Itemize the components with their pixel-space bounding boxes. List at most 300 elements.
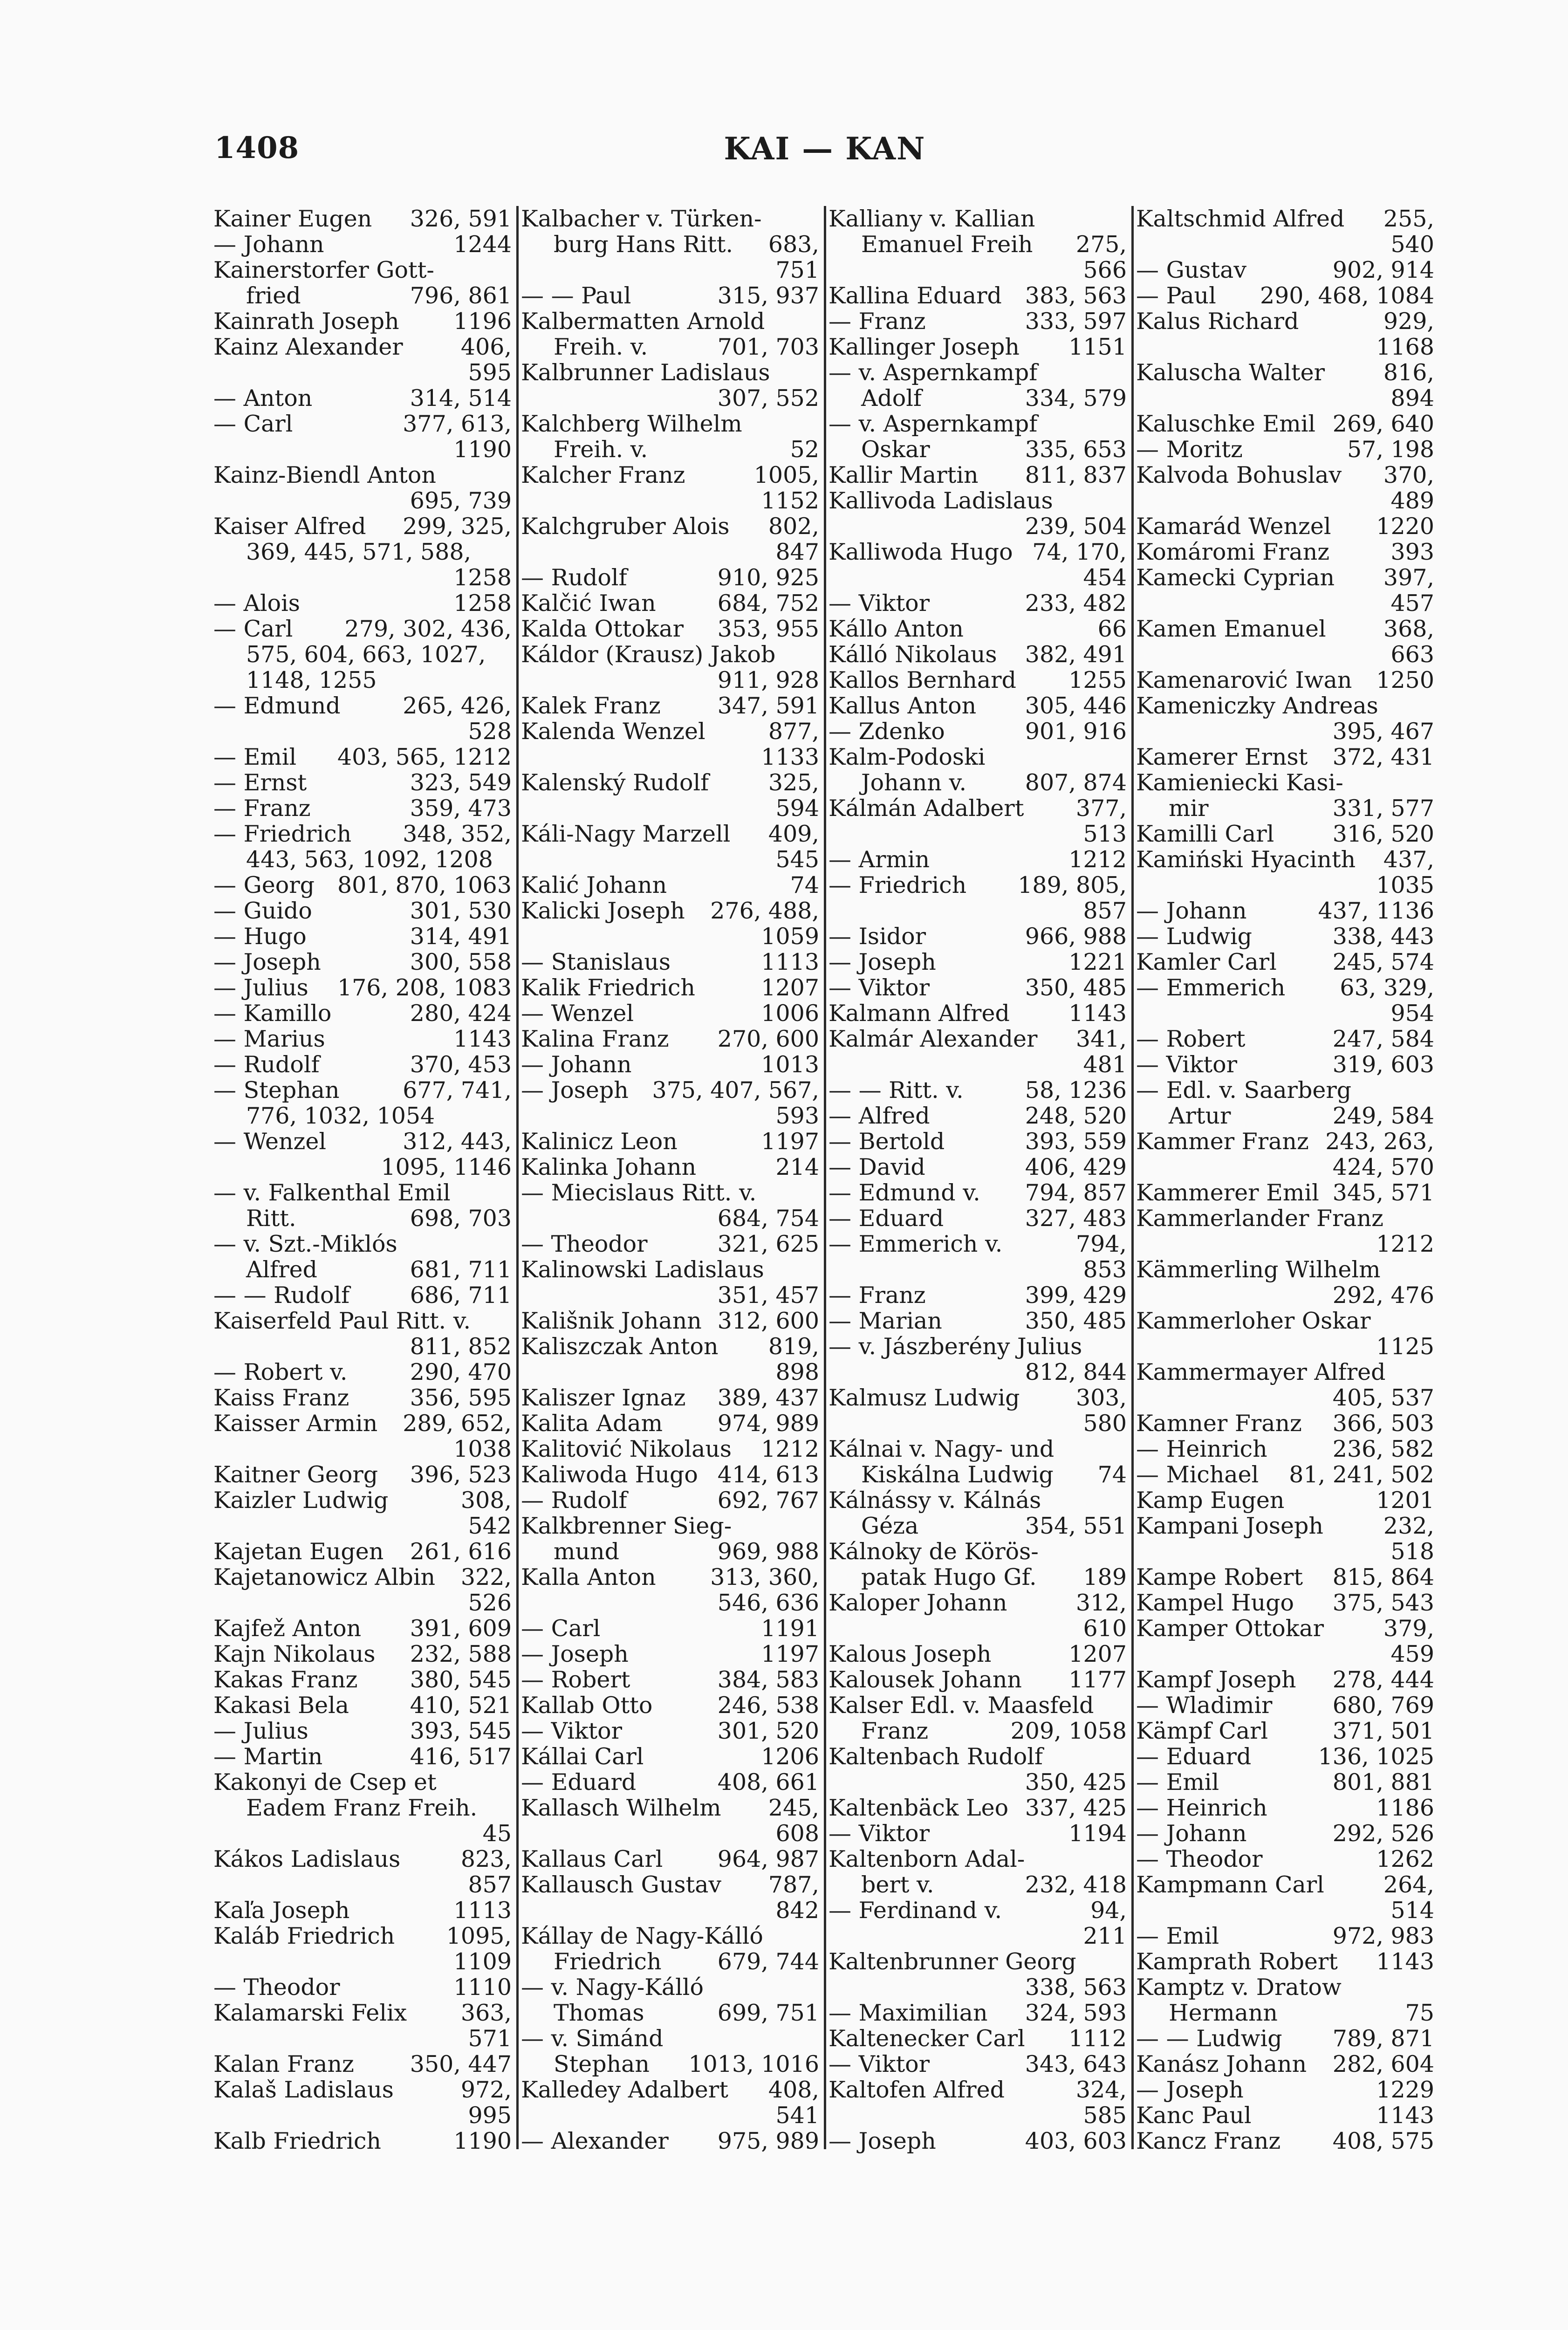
entry-name: Kaľa Joseph — [213, 1898, 350, 1923]
entry-pages: 594 — [775, 795, 819, 821]
entry-name: Kállai Carl — [521, 1744, 644, 1769]
entry-name: Kálnai v. Nagy- und — [829, 1436, 1054, 1462]
index-entry — [829, 1282, 1127, 1308]
entry-name: Hermann — [1169, 2000, 1278, 2026]
entry-pages: 66 — [1097, 616, 1127, 642]
index-entry — [1136, 2026, 1434, 2051]
entry-pages: 842 — [775, 1898, 819, 1923]
entry-pages: 819, — [768, 1334, 819, 1359]
index-entry — [829, 1846, 1127, 1872]
index-entry — [521, 1308, 819, 1334]
entry-name: Kajetan Eugen — [213, 1539, 384, 1564]
index-entry — [1136, 949, 1434, 975]
index-entry — [1136, 1001, 1434, 1026]
index-entry — [829, 1462, 1127, 1487]
entry-name: Kammer Franz — [1136, 1129, 1309, 1154]
entry-name: Kamieniecki Kasi- — [1136, 770, 1343, 795]
entry-pages: 75 — [1405, 2000, 1434, 2026]
entry-pages: 686, 711 — [410, 1282, 512, 1308]
entry-pages: 393, 545 — [410, 1718, 512, 1744]
entry-name: Kiskálna Ludwig — [861, 1462, 1054, 1487]
entry-pages — [1428, 1974, 1434, 2000]
entry-pages — [1120, 1487, 1127, 1513]
entry-pages: 379, — [1383, 1616, 1434, 1641]
entry-name: — Edl. v. Saarberg — [1136, 1077, 1352, 1103]
index-entry — [1136, 2103, 1434, 2128]
entry-pages: 406, 429 — [1025, 1154, 1127, 1180]
entry-name: Kallina Eduard — [829, 283, 1002, 308]
entry-pages: 405, 537 — [1332, 1385, 1434, 1411]
index-entry — [1136, 514, 1434, 539]
entry-name: 369, 445, 571, 588, — [246, 539, 472, 565]
index-entry — [213, 1949, 512, 1974]
index-entry — [521, 1898, 819, 1923]
index-entry — [829, 744, 1127, 770]
entry-name: — Carl — [213, 411, 293, 437]
entry-name: Kamilli Carl — [1136, 821, 1274, 847]
entry-name: Kaltenbäck Leo — [829, 1795, 1009, 1821]
entry-name: — Joseph — [213, 949, 321, 975]
entry-name: — Kamillo — [213, 1001, 332, 1026]
entry-name: 443, 563, 1092, 1208 — [246, 847, 493, 872]
index-entry — [521, 360, 819, 385]
entry-name: mund — [554, 1539, 619, 1564]
entry-pages: 372, 431 — [1332, 744, 1434, 770]
entry-pages: 269, 640 — [1332, 411, 1434, 437]
index-entry — [829, 2103, 1127, 2128]
entry-pages — [1120, 1744, 1127, 1769]
entry-name: Kammermayer Alfred — [1136, 1359, 1386, 1385]
entry-pages: 853 — [1083, 1257, 1127, 1282]
entry-name: — Joseph — [521, 1077, 629, 1103]
entry-name: Kalinicz Leon — [521, 1129, 678, 1154]
entry-name: Kallir Martin — [829, 462, 979, 488]
index-entry — [1136, 924, 1434, 949]
entry-pages: 546, 636 — [717, 1590, 819, 1616]
entry-pages: 377, — [1075, 795, 1127, 821]
index-entry — [213, 206, 512, 232]
entry-pages: 232, — [1383, 1513, 1434, 1539]
entry-pages: 57, 198 — [1347, 437, 1434, 462]
entry-pages: 1006 — [761, 1001, 819, 1026]
index-entry — [213, 1872, 512, 1898]
entry-pages: 1190 — [453, 437, 512, 462]
entry-pages: 877, — [768, 719, 819, 744]
entry-pages: 894 — [1390, 385, 1434, 411]
entry-pages: 371, 501 — [1332, 1718, 1434, 1744]
index-entry — [1136, 1949, 1434, 1974]
index-entry — [1136, 1769, 1434, 1795]
entry-pages — [1120, 1949, 1127, 1974]
entry-pages: 368, — [1383, 616, 1434, 642]
entry-name: 575, 604, 663, 1027, — [246, 642, 486, 667]
entry-name: Freih. v. — [554, 437, 648, 462]
entry-name: Kaliszer Ignaz — [521, 1385, 686, 1411]
entry-name: Kalamarski Felix — [213, 2000, 407, 2026]
entry-name: Alfred — [246, 1257, 317, 1282]
index-entry — [1136, 590, 1434, 616]
index-entry — [213, 1795, 512, 1821]
index-entry — [213, 2026, 512, 2051]
entry-pages: 334, 579 — [1025, 385, 1127, 411]
entry-pages: 408, 575 — [1332, 2128, 1434, 2154]
entry-name: — Alexander — [521, 2128, 669, 2154]
index-entry — [521, 1257, 819, 1282]
index-entry — [1136, 1257, 1434, 1282]
entry-pages: 1201 — [1376, 1487, 1434, 1513]
index-entry — [213, 744, 512, 770]
entry-name: — Hugo — [213, 924, 307, 949]
index-entry — [521, 539, 819, 565]
entry-name: — v. Aspernkampf — [829, 360, 1038, 385]
entry-pages: 815, 864 — [1332, 1564, 1434, 1590]
index-entry — [213, 257, 512, 283]
index-entry — [1136, 1487, 1434, 1513]
index-entry — [1136, 2000, 1434, 2026]
entry-name: Kamerer Ernst — [1136, 744, 1308, 770]
entry-name: Kalchberg Wilhelm — [521, 411, 742, 437]
entry-name: — v. Falkenthal Emil — [213, 1180, 451, 1206]
entry-pages: 751 — [775, 257, 819, 283]
index-entry — [213, 719, 512, 744]
index-entry — [521, 1513, 819, 1539]
entry-name: Kallivoda Ladislaus — [829, 488, 1053, 514]
entry-name: Kalinka Johann — [521, 1154, 697, 1180]
index-entry — [213, 1693, 512, 1718]
entry-pages: 902, 914 — [1332, 257, 1434, 283]
index-entry — [1136, 1564, 1434, 1590]
index-entry — [521, 437, 819, 462]
entry-name: 776, 1032, 1054 — [246, 1103, 435, 1129]
entry-name: — Guido — [213, 898, 312, 924]
entry-pages: 1190 — [453, 2128, 512, 2154]
entry-name: Kallasch Wilhelm — [521, 1795, 721, 1821]
entry-pages: 356, 595 — [410, 1385, 512, 1411]
entry-pages: 1207 — [761, 975, 819, 1001]
entry-name: Kalm-Podoski — [829, 744, 986, 770]
entry-pages: 489 — [1390, 488, 1434, 514]
index-column-1 — [213, 206, 512, 2154]
entry-name: Kalita Adam — [521, 1411, 663, 1436]
index-entry — [1136, 437, 1434, 462]
entry-name: patak Hugo Gf. — [861, 1564, 1037, 1590]
index-entry — [1136, 1513, 1434, 1539]
entry-pages: 350, 485 — [1025, 975, 1127, 1001]
entry-name: Kalliwoda Hugo — [829, 539, 1013, 565]
entry-name: — Eduard — [1136, 1744, 1252, 1769]
entry-pages: 409, — [768, 821, 819, 847]
entry-name: Freih. v. — [554, 334, 648, 360]
entry-name: — Martin — [213, 1744, 323, 1769]
index-entry — [213, 642, 512, 667]
index-entry — [829, 1231, 1127, 1257]
entry-name: Kalliany v. Kallian — [829, 206, 1035, 232]
index-entry — [829, 1821, 1127, 1846]
entry-pages: 1013 — [761, 1052, 819, 1077]
entry-pages: 1196 — [453, 308, 512, 334]
entry-pages: 389, 437 — [717, 1385, 819, 1411]
entry-pages: 308, — [460, 1487, 512, 1513]
entry-name: Kalbermatten Arnold — [521, 308, 765, 334]
entry-name: Kalitović Nikolaus — [521, 1436, 732, 1462]
entry-pages: 1197 — [761, 1641, 819, 1667]
index-entry — [1136, 872, 1434, 898]
index-entry — [213, 1744, 512, 1769]
entry-name: Kákos Ladislaus — [213, 1846, 401, 1872]
index-entry — [521, 1718, 819, 1744]
index-entry — [829, 1795, 1127, 1821]
index-entry — [829, 1308, 1127, 1334]
entry-name: — v. Jászberény Julius — [829, 1334, 1082, 1359]
entry-pages — [1428, 1359, 1434, 1385]
entry-name: Kalla Anton — [521, 1564, 656, 1590]
index-entry — [521, 847, 819, 872]
index-entry — [213, 1718, 512, 1744]
entry-pages: 321, 625 — [717, 1231, 819, 1257]
entry-pages: 542 — [468, 1513, 512, 1539]
entry-pages: 1191 — [761, 1616, 819, 1641]
index-entry — [521, 1001, 819, 1026]
index-entry — [213, 2077, 512, 2103]
entry-pages: 437, — [1383, 847, 1434, 872]
index-entry — [829, 1052, 1127, 1077]
entry-pages — [505, 1795, 512, 1821]
index-entry — [521, 1231, 819, 1257]
entry-name: Géza — [861, 1513, 919, 1539]
entry-pages: 1197 — [761, 1129, 819, 1154]
index-entry — [1136, 1180, 1434, 1206]
entry-pages: 209, 1058 — [1010, 1718, 1127, 1744]
index-entry — [1136, 1795, 1434, 1821]
entry-pages — [1120, 1334, 1127, 1359]
index-entry — [829, 1616, 1127, 1641]
entry-pages: 136, 1025 — [1318, 1744, 1434, 1769]
index-entry — [213, 411, 512, 437]
index-entry — [213, 847, 512, 872]
entry-pages: 593 — [775, 1103, 819, 1129]
entry-name: Kampf Joseph — [1136, 1667, 1296, 1693]
entry-pages: 518 — [1390, 1539, 1434, 1564]
entry-pages: 345, 571 — [1332, 1180, 1434, 1206]
entry-pages: 801, 881 — [1332, 1769, 1434, 1795]
index-entry — [1136, 744, 1434, 770]
index-entry — [829, 1154, 1127, 1180]
index-entry — [829, 1103, 1127, 1129]
entry-pages: 954 — [1390, 1001, 1434, 1026]
entry-pages: 901, 916 — [1025, 719, 1127, 744]
index-entry — [521, 1821, 819, 1846]
entry-name: Kaluscha Walter — [1136, 360, 1325, 385]
entry-pages: 974, 989 — [717, 1411, 819, 1436]
entry-pages: 246, 538 — [717, 1693, 819, 1718]
entry-name: — — Paul — [521, 283, 631, 308]
entry-pages: 255, — [1383, 206, 1434, 232]
index-entry — [1136, 1154, 1434, 1180]
entry-pages: 681, 711 — [410, 1257, 512, 1282]
entry-pages: 74 — [1097, 1462, 1127, 1487]
entry-pages: 454 — [1083, 565, 1127, 590]
entry-pages — [1120, 1846, 1127, 1872]
index-entry — [1136, 770, 1434, 795]
index-entry — [1136, 1539, 1434, 1564]
index-entry — [1136, 975, 1434, 1001]
entry-name: Kaluschke Emil — [1136, 411, 1316, 437]
entry-name: — Edmund v. — [829, 1180, 980, 1206]
index-entry — [213, 975, 512, 1001]
index-entry — [1136, 462, 1434, 488]
entry-pages: 243, 263, — [1325, 1129, 1434, 1154]
index-entry — [213, 1077, 512, 1103]
entry-name: Kamarád Wenzel — [1136, 514, 1331, 539]
entry-name: Kaltenbach Rudolf — [829, 1744, 1043, 1769]
entry-name: Kamen Emanuel — [1136, 616, 1326, 642]
index-entry — [213, 1103, 512, 1129]
index-entry — [521, 1180, 819, 1206]
index-entry — [213, 514, 512, 539]
entry-pages — [813, 1513, 819, 1539]
index-entry — [521, 1206, 819, 1231]
index-entry — [213, 488, 512, 514]
entry-name: Kalicki Joseph — [521, 898, 685, 924]
index-entry — [1136, 1923, 1434, 1949]
entry-pages: 408, — [768, 2077, 819, 2103]
index-entry — [213, 1154, 512, 1180]
entry-name: Johann v. — [861, 770, 967, 795]
entry-pages — [1120, 1436, 1127, 1462]
entry-pages: 211 — [1083, 1923, 1127, 1949]
entry-name: Kainz Alexander — [213, 334, 403, 360]
entry-pages: 1206 — [761, 1744, 819, 1769]
entry-name: mir — [1169, 795, 1209, 821]
entry-pages: 319, 603 — [1332, 1052, 1434, 1077]
entry-pages: 580 — [1083, 1411, 1127, 1436]
index-entry — [1136, 1129, 1434, 1154]
entry-pages: 348, 352, — [403, 821, 512, 847]
entry-pages: 1244 — [453, 232, 512, 257]
entry-pages: 278, 444 — [1332, 1667, 1434, 1693]
index-entry — [213, 1052, 512, 1077]
entry-name: Kaltenbrunner Georg — [829, 1949, 1076, 1974]
index-entry — [521, 795, 819, 821]
index-entry — [521, 257, 819, 283]
entry-name: Kamper Ottokar — [1136, 1616, 1324, 1641]
entry-pages: 353, 955 — [717, 616, 819, 642]
entry-pages: 966, 988 — [1025, 924, 1127, 949]
index-entry — [521, 385, 819, 411]
entry-name: — Rudolf — [521, 565, 627, 590]
entry-pages: 1112 — [1068, 2026, 1127, 2051]
entry-pages: 692, 767 — [717, 1487, 819, 1513]
index-entry — [521, 1949, 819, 1974]
index-entry — [1136, 1308, 1434, 1334]
entry-name: Komáromi Franz — [1136, 539, 1330, 565]
entry-name: Kalmann Alfred — [829, 1001, 1010, 1026]
entry-name: — — Ludwig — [1136, 2026, 1282, 2051]
entry-name: Kamenarović Iwan — [1136, 667, 1352, 693]
entry-pages: 571 — [468, 2026, 512, 2051]
index-entry — [521, 2128, 819, 2154]
entry-pages: 1095, — [446, 1923, 512, 1949]
entry-name: — Anton — [213, 385, 313, 411]
entry-name: — Zdenko — [829, 719, 945, 744]
entry-name: Kalčić Iwan — [521, 590, 656, 616]
entry-pages: 910, 925 — [717, 565, 819, 590]
entry-name: — Heinrich — [1136, 1436, 1267, 1462]
index-entry — [521, 949, 819, 975]
entry-pages: 74 — [790, 872, 819, 898]
entry-pages: 350, 425 — [1025, 1769, 1127, 1795]
index-entry — [829, 334, 1127, 360]
entry-pages: 264, — [1383, 1872, 1434, 1898]
entry-name: Kálmán Adalbert — [829, 795, 1024, 821]
entry-pages: 857 — [1083, 898, 1127, 924]
entry-name: — Joseph — [829, 2128, 936, 2154]
entry-pages: 335, 653 — [1025, 437, 1127, 462]
index-entry — [829, 1385, 1127, 1411]
entry-pages: 528 — [468, 719, 512, 744]
entry-pages: 301, 520 — [717, 1718, 819, 1744]
entry-name: Kampmann Carl — [1136, 1872, 1324, 1898]
index-entry — [1136, 1718, 1434, 1744]
entry-name: Franz — [861, 1718, 929, 1744]
index-entry — [213, 2000, 512, 2026]
entry-name: — Julius — [213, 1718, 308, 1744]
entry-name: Kalaš Ladislaus — [213, 2077, 394, 2103]
entry-pages: 45 — [482, 1821, 512, 1846]
entry-pages — [813, 642, 819, 667]
index-entry — [1136, 2051, 1434, 2077]
index-entry — [521, 693, 819, 719]
index-entry — [829, 257, 1127, 283]
entry-name: — Wenzel — [521, 1001, 634, 1026]
index-entry — [1136, 1052, 1434, 1077]
index-entry — [829, 411, 1127, 437]
entry-name: Kajfež Anton — [213, 1616, 362, 1641]
entry-name: Kammerer Emil — [1136, 1180, 1319, 1206]
index-entry — [213, 949, 512, 975]
entry-pages: 995 — [468, 2103, 512, 2128]
entry-name: — Robert — [1136, 1026, 1246, 1052]
entry-name: Kallaus Carl — [521, 1846, 663, 1872]
entry-name: Kallinger Joseph — [829, 334, 1020, 360]
entry-pages: 189 — [1083, 1564, 1127, 1590]
index-entry — [1136, 1436, 1434, 1462]
entry-pages: 1212 — [761, 1436, 819, 1462]
entry-name: Kallus Anton — [829, 693, 977, 719]
entry-pages: 316, 520 — [1332, 821, 1434, 847]
entry-pages: 366, 503 — [1332, 1411, 1434, 1436]
entry-name: — Wladimir — [1136, 1693, 1273, 1718]
entry-pages: 375, 407, 567, — [652, 1077, 819, 1103]
entry-name: Kainz-Biendl Anton — [213, 462, 436, 488]
entry-pages: 1221 — [1068, 949, 1127, 975]
entry-pages: 683, — [768, 232, 819, 257]
entry-pages — [1428, 770, 1434, 795]
entry-pages: 1168 — [1376, 334, 1434, 360]
entry-pages: 275, — [1075, 232, 1127, 257]
index-entry — [213, 462, 512, 488]
entry-name: Kalledey Adalbert — [521, 2077, 728, 2103]
entry-name: — Franz — [213, 795, 311, 821]
index-entry — [1136, 693, 1434, 719]
entry-pages — [813, 206, 819, 232]
entry-name: Kajn Nikolaus — [213, 1641, 376, 1667]
entry-pages: 414, 613 — [717, 1462, 819, 1487]
entry-pages: 816, — [1383, 360, 1434, 385]
index-entry — [829, 1564, 1127, 1590]
entry-pages: 1258 — [453, 590, 512, 616]
entry-pages: 1095, 1146 — [381, 1154, 512, 1180]
